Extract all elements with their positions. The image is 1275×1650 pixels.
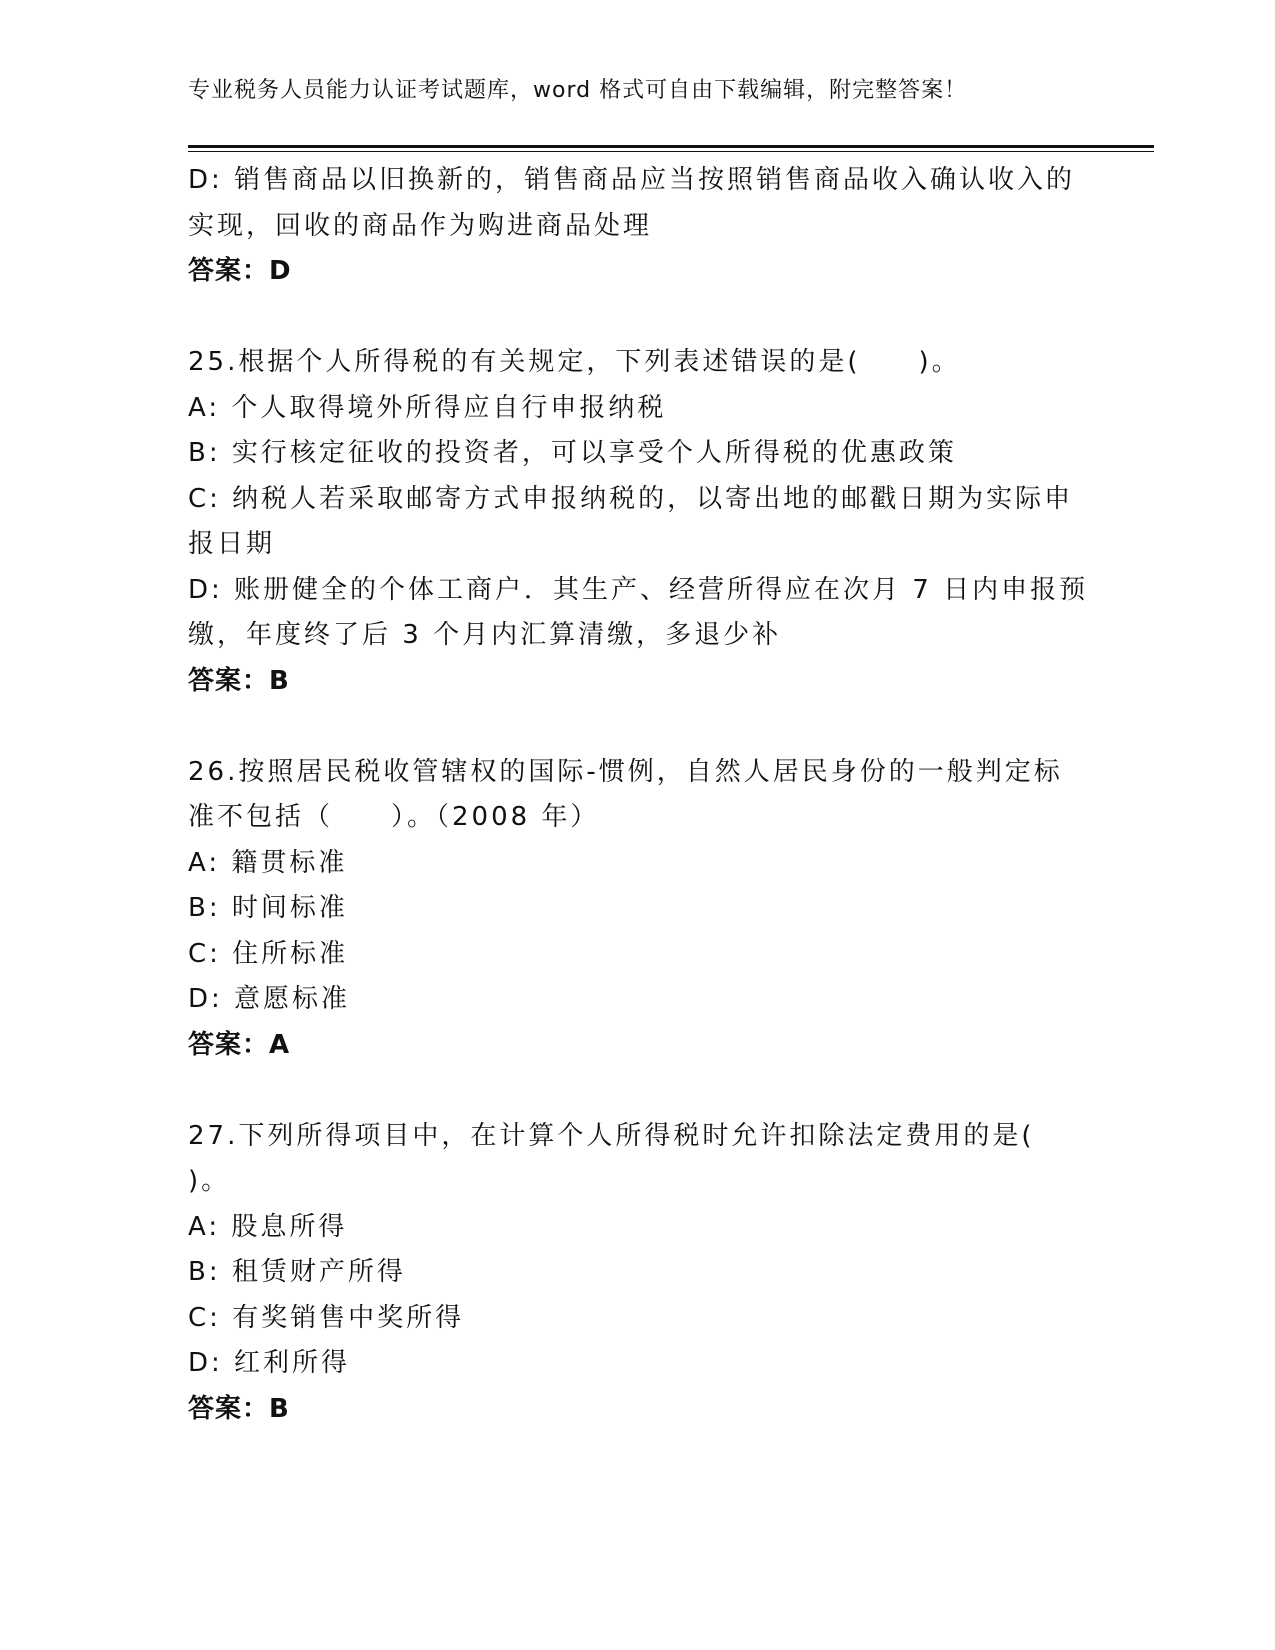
option-b: B: 时间标准 — [188, 893, 348, 923]
option-a: A: 个人取得境外所得应自行申报纳税 — [188, 392, 667, 423]
spacer — [188, 1068, 1088, 1114]
option-d: D: 意愿标准 — [188, 984, 351, 1014]
answer: 答案：A — [188, 1029, 291, 1060]
answer: 答案：D — [188, 256, 292, 286]
option-c-line-2: 报日期 — [188, 529, 276, 559]
question-stem-line-2: )。 — [188, 1166, 231, 1196]
option-d-line-1: D: 账册健全的个体工商户．其生产、经营所得应在次月 7 日内申报预 — [188, 574, 1089, 605]
question-stem-line-1: 26.按照居民税收管辖权的国际-惯例，自然人居民身份的一般判定标 — [188, 756, 1063, 787]
answer: 答案：B — [188, 665, 290, 696]
previous-question-tail — [188, 158, 1088, 295]
question-stem-line-1: 27.下列所得项目中，在计算个人所得税时允许扣除法定费用的是( — [188, 1120, 1035, 1151]
question-stem-line-2: 准不包括（ ）。（2008 年） — [188, 802, 600, 832]
spacer — [188, 704, 1088, 750]
option-d: D: 红利所得 — [188, 1348, 351, 1378]
question-25 — [188, 340, 1088, 704]
option-a: A: 股息所得 — [188, 1211, 348, 1242]
question-stem: 25.根据个人所得税的有关规定，下列表述错误的是( )。 — [188, 347, 961, 377]
spacer — [188, 295, 1088, 341]
option-a: A: 籍贯标准 — [188, 847, 348, 878]
question-26 — [188, 750, 1088, 1069]
page-header: 专业税务人员能力认证考试题库，word 格式可自由下载编辑，附完整答案！ — [188, 78, 968, 103]
header-divider-thin — [188, 151, 1154, 152]
option-d-line-2: 缴，年度终了后 3 个月内汇算清缴，多退少补 — [188, 620, 782, 650]
answer: 答案：B — [188, 1393, 290, 1424]
option-c-line-1: C: 纳税人若采取邮寄方式申报纳税的，以寄出地的邮戳日期为实际申 — [188, 483, 1074, 514]
option-d-line-2: 实现，回收的商品作为购进商品处理 — [188, 210, 653, 241]
document-body — [188, 158, 1088, 1432]
question-27 — [188, 1114, 1088, 1433]
header-divider-thick — [188, 145, 1154, 148]
option-d-line-1: D: 销售商品以旧换新的，销售商品应当按照销售商品收入确认收入的 — [188, 165, 1076, 195]
option-c: C: 有奖销售中奖所得 — [188, 1302, 465, 1333]
option-b: B: 租赁财产所得 — [188, 1257, 406, 1287]
option-c: C: 住所标准 — [188, 938, 349, 969]
option-b: B: 实行核定征收的投资者，可以享受个人所得税的优惠政策 — [188, 438, 957, 468]
